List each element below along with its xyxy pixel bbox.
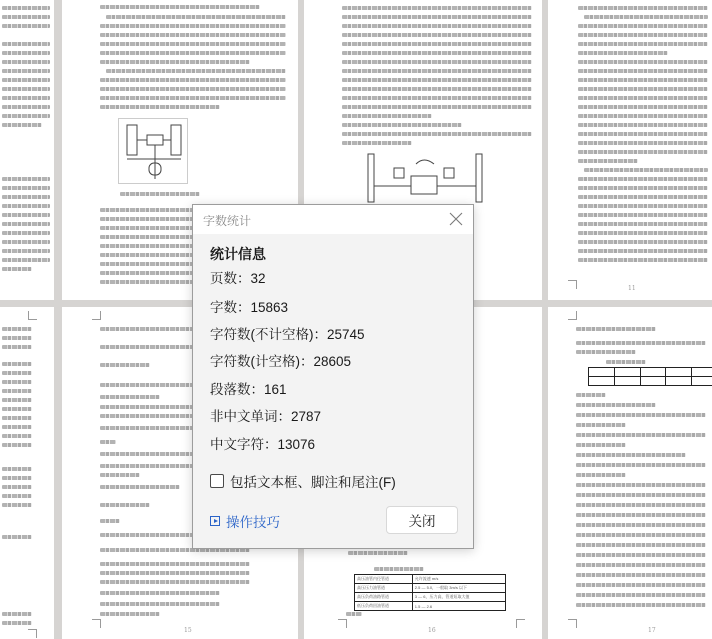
page-number: 16: [428, 627, 436, 634]
stat-chars-no-spaces: 字符数(不计空格)：25745: [210, 327, 365, 342]
statistics-heading: 统计信息: [210, 246, 266, 262]
stat-paragraphs: 段落数：161: [210, 382, 287, 397]
dual-power-diagram-figure: [366, 150, 486, 204]
close-button[interactable]: 关闭: [386, 506, 458, 534]
dialog-titlebar[interactable]: [193, 205, 473, 234]
close-icon[interactable]: [447, 210, 465, 228]
hydraulic-diagram-figure: [118, 118, 188, 184]
stat-words: 字数：15863: [210, 300, 289, 315]
stat-chinese-chars: 中文字符：13076: [210, 437, 316, 452]
materials-table: [588, 367, 712, 386]
tips-link[interactable]: [210, 511, 280, 531]
stat-pages: 页数：32: [210, 271, 266, 286]
page-number: 15: [184, 627, 192, 634]
stat-non-chinese-words: 非中文单词：2787: [210, 409, 322, 424]
document-page-top-4: [548, 0, 712, 300]
include-textbox-footnotes-checkbox[interactable]: [210, 471, 396, 491]
pipe-velocity-table: 高压油管内径管道 允许流速 m/s 高压压力油管道 2.5 — 5.0，一般取 3m/s 以下 高压负荷油路管道 3 — 6，压力高，管道短取大值 低压负荷回油管道 1.5 — 2.6: [354, 574, 506, 611]
checkbox-box[interactable]: [210, 474, 224, 488]
document-page-top-1: [0, 0, 54, 300]
page-number: 11: [628, 285, 636, 292]
document-page-bottom-1: [0, 307, 54, 639]
dialog-title: 字数统计: [203, 214, 252, 228]
play-box-icon: [210, 516, 220, 526]
word-count-dialog: [192, 204, 474, 549]
stat-chars-with-spaces: 字符数(计空格)：28605: [210, 354, 352, 369]
tips-label[interactable]: 操作技巧: [226, 515, 280, 530]
checkbox-label[interactable]: 包括文本框、脚注和尾注(F): [230, 475, 396, 490]
document-page-bottom-4: [548, 307, 712, 639]
page-number: 17: [648, 627, 656, 634]
